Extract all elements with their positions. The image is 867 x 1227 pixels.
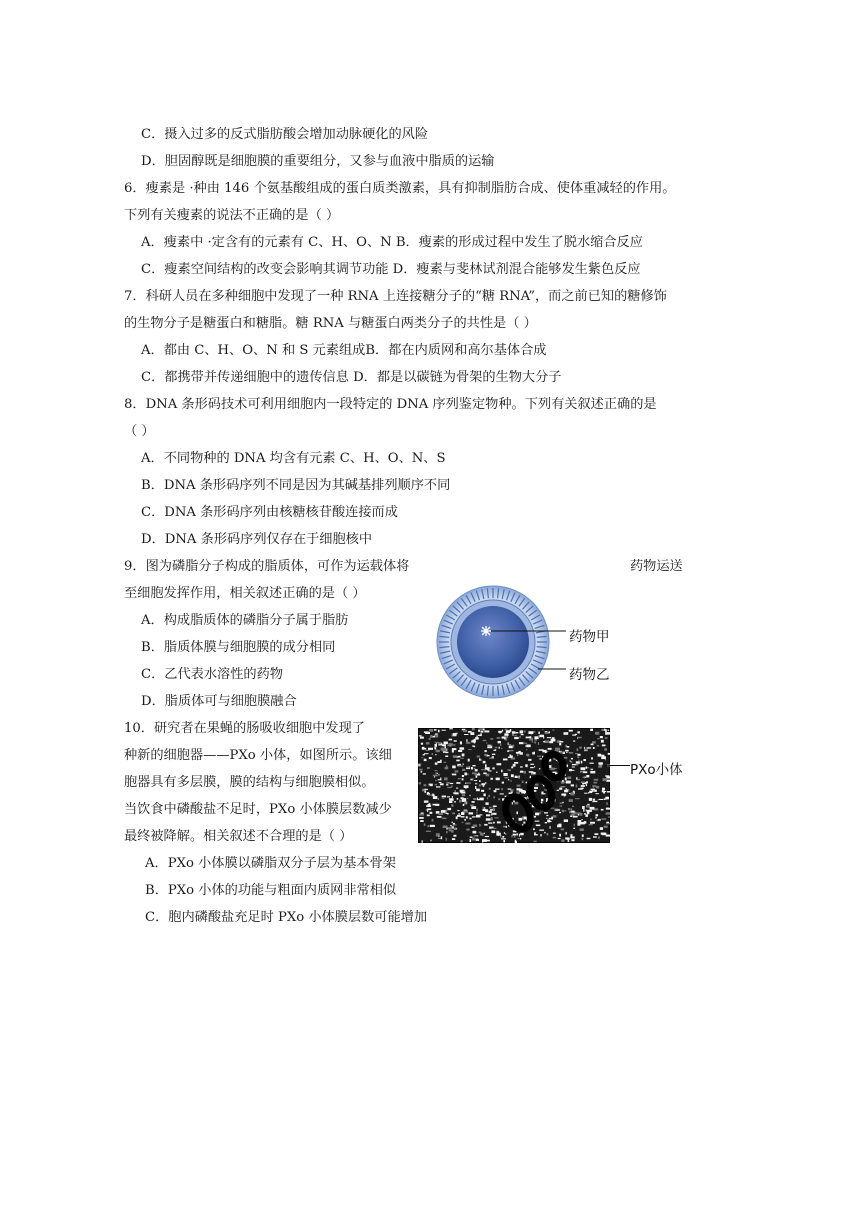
q8-option-c: C．DNA 条形码序列由核糖核苷酸连接而成 xyxy=(141,505,398,520)
q6-options-ab: A．瘦素中 ·定含有的元素有 C、H、O、N B．瘦素的形成过程中发生了脱水缩合反应 xyxy=(141,235,643,250)
q7-options-cd: C．都携带并传递细胞中的遗传信息 D．都是以碳链为骨架的生物大分子 xyxy=(141,370,562,385)
q8-option-a: A．不同物种的 DNA 均含有元素 C、H、O、N、S xyxy=(141,451,446,466)
q6-stem-line2: 下列有关瘦素的说法不正确的是（ ） xyxy=(124,208,340,223)
liposome-core xyxy=(457,606,529,678)
q10-stem-line1: 10．研究者在果蝇的肠吸收细胞中发现了 xyxy=(124,721,365,736)
q10-stem-line5: 最终被降解。相关叙述不合理的是（ ） xyxy=(124,829,353,844)
q10-stem-line4: 当饮食中磷酸盐不足时，PXo 小体膜层数减少 xyxy=(124,802,392,817)
pxo-micrograph xyxy=(418,728,610,843)
q10-stem-line3: 胞器具有多层膜，膜的结构与细胞膜相似。 xyxy=(124,775,375,790)
q6-stem-line1: 6．瘦素是 ·种由 146 个氨基酸组成的蛋白质类激素，具有抑制脂肪合成、使体重减轻的作用。 xyxy=(124,181,676,196)
pxo-pointer-extension xyxy=(608,765,630,766)
drug-a-label: 药物甲 xyxy=(569,629,610,645)
q9-option-d: D．脂质体可与细胞膜融合 xyxy=(141,694,297,709)
q5-option-c: C．摄入过多的反式脂肪酸会增加动脉硬化的风险 xyxy=(141,127,429,142)
q8-option-d: D．DNA 条形码序列仅存在于细胞核中 xyxy=(141,532,373,547)
q9-option-c: C．乙代表水溶性的药物 xyxy=(141,667,283,682)
q10-option-b: B．PXo 小体的功能与粗面内质网非常相似 xyxy=(145,883,397,898)
q7-stem-line2: 的生物分子是糖蛋白和糖脂。糖 RNA 与糖蛋白两类分子的共性是（ ） xyxy=(124,316,537,331)
q8-stem-line2: （ ） xyxy=(124,424,155,439)
q9-stem-line2: 至细胞发挥作用，相关叙述正确的是（ ） xyxy=(124,586,366,601)
drug-a-particle xyxy=(481,626,491,636)
q5-option-d: D．胆固醇既是细胞膜的重要组分，又参与血液中脂质的运输 xyxy=(141,154,495,169)
q6-options-cd: C．瘦素空间结构的改变会影响其调节功能 D．瘦素与斐林试剂混合能够发生紫色反应 xyxy=(141,262,641,277)
drug-b-label: 药物乙 xyxy=(569,667,610,683)
q9-option-b: B．脂质体膜与细胞膜的成分相同 xyxy=(141,640,336,655)
q10-option-c: C．胞内磷酸盐充足时 PXo 小体膜层数可能增加 xyxy=(145,910,428,925)
q9-stem-line1-end: 药物运送 xyxy=(630,559,683,574)
q8-option-b: B．DNA 条形码序列不同是因为其碱基排列顺序不同 xyxy=(141,478,451,493)
q8-stem-line1: 8．DNA 条形码技术可利用细胞内一段特定的 DNA 序列鉴定物种。下列有关叙述正确的是 xyxy=(124,397,657,412)
liposome-figure xyxy=(436,585,616,705)
q7-options-ab: A．都由 C、H、O、N 和 S 元素组成B．都在内质网和高尔基体合成 xyxy=(141,343,547,358)
q9-stem-line1: 9．图为磷脂分子构成的脂质体，可作为运载体将 xyxy=(124,559,410,574)
q7-stem-line1: 7．科研人员在多种细胞中发现了一种 RNA 上连接糖分子的“糖 RNA”，而之前已知的糖修饰 xyxy=(124,289,667,304)
pxo-label: PXo小体 xyxy=(630,762,683,778)
q9-option-a: A．构成脂质体的磷脂分子属于脂肪 xyxy=(141,613,349,628)
q10-stem-line2: 种新的细胞器——PXo 小体，如图所示。该细 xyxy=(124,748,392,763)
q10-option-a: A．PXo 小体膜以磷脂双分子层为基本骨架 xyxy=(145,856,396,871)
